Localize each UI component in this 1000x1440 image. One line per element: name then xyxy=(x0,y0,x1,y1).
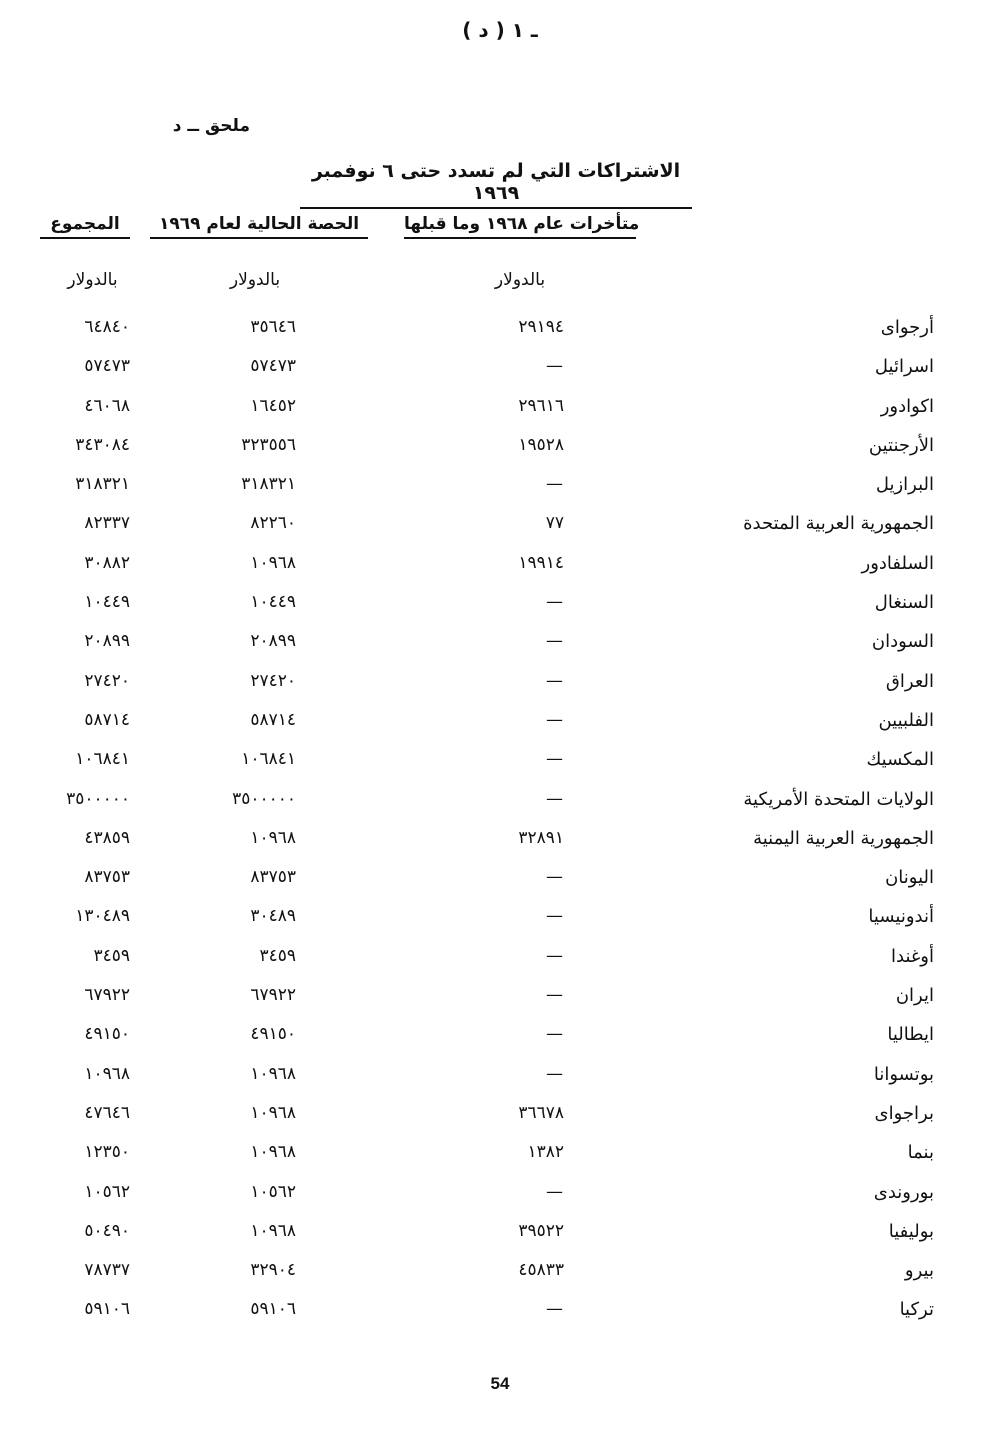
total-value: ٥٧٤٧٣ xyxy=(84,356,130,377)
arrears-value: — xyxy=(546,709,564,730)
country-name: أندونيسيا xyxy=(868,906,934,928)
total-value: ٢٠٨٩٩ xyxy=(84,631,130,652)
table-row xyxy=(0,431,1000,470)
table-row xyxy=(0,1178,1000,1217)
current-share-value: ٣٥٦٤٦ xyxy=(250,317,296,337)
country-name: اليونان xyxy=(885,867,934,889)
arrears-value: — xyxy=(546,1299,564,1320)
total-value: ١٣٠٤٨٩ xyxy=(75,906,130,927)
table-row xyxy=(0,902,1000,941)
total-value: ٣٥٠٠٠٠٠ xyxy=(66,788,130,809)
country-name: تركيا xyxy=(899,1299,934,1321)
country-name: السلفادور xyxy=(861,552,934,574)
arrears-value: — xyxy=(546,356,564,377)
current-share-value: ١٠٩٦٨ xyxy=(250,552,296,573)
column-header-arrears: متأخرات عام ١٩٦٨ وما قبلها xyxy=(404,214,636,239)
total-value: ٣٤٣٠٨٤ xyxy=(75,434,130,455)
current-share-value: ٥٧٤٧٣ xyxy=(250,356,296,377)
page-number: 54 xyxy=(490,1374,510,1393)
current-share-value: ١٠٩٦٨ xyxy=(250,1142,296,1163)
arrears-value: — xyxy=(546,749,564,770)
country-name: اكوادور xyxy=(880,395,934,417)
arrears-value: ٤٥٨٣٣ xyxy=(518,1260,564,1281)
arrears-value: — xyxy=(546,474,564,495)
arrears-value: — xyxy=(546,1181,564,1202)
country-name: براجواى xyxy=(874,1102,934,1124)
country-name: الأرجنتين xyxy=(868,434,934,456)
total-value: ١٠٤٤٩ xyxy=(84,592,130,613)
table-row xyxy=(0,509,1000,548)
country-name: بوليفيا xyxy=(888,1220,934,1242)
current-share-value: ٣٢٩٠٤ xyxy=(250,1260,296,1281)
table-row xyxy=(0,549,1000,588)
current-share-value: ١٠٩٦٨ xyxy=(250,827,296,848)
country-name: أرجواى xyxy=(880,317,934,338)
current-share-value: ١٠٥٦٢ xyxy=(250,1181,296,1202)
arrears-value: — xyxy=(546,631,564,652)
total-value: ٥٩١٠٦ xyxy=(84,1299,130,1320)
country-name: ايطاليا xyxy=(887,1024,934,1046)
total-value: ١٠٩٦٨ xyxy=(84,1063,130,1084)
table-row xyxy=(0,824,1000,863)
current-share-value: ١٠٩٦٨ xyxy=(250,1063,296,1084)
total-value: ١٠٥٦٢ xyxy=(84,1181,130,1202)
total-value: ٣٠٨٨٢ xyxy=(84,552,130,573)
table-row xyxy=(0,1138,1000,1177)
current-share-value: ٣٤٥٩ xyxy=(259,945,296,966)
arrears-value: ١٩٩١٤ xyxy=(518,552,564,573)
country-name: الجمهورية العربية اليمنية xyxy=(753,827,934,849)
arrears-value: — xyxy=(546,985,564,1006)
country-name: الجمهورية العربية المتحدة xyxy=(743,513,934,535)
current-share-value: ١٠٦٨٤١ xyxy=(241,749,296,770)
unit-label-arrears: بالدولار xyxy=(494,270,546,290)
total-value: ٣١٨٣٢١ xyxy=(75,474,130,495)
table-row xyxy=(0,706,1000,745)
table-row xyxy=(0,785,1000,824)
total-value: ٨٣٧٥٣ xyxy=(84,867,130,888)
table-row xyxy=(0,1217,1000,1256)
total-value: ٤٧٦٤٦ xyxy=(84,1102,130,1123)
country-name: بيرو xyxy=(904,1260,934,1282)
annex-label: ملحق ــ د xyxy=(172,116,250,136)
table-title: الاشتراكات التي لم تسدد حتى ٦ نوفمبر ١٩٦٩ xyxy=(300,160,692,209)
current-share-value: ٢٧٤٢٠ xyxy=(250,670,296,691)
total-value: ٧٨٧٣٧ xyxy=(84,1260,130,1281)
total-value: ٨٢٣٣٧ xyxy=(84,513,130,534)
table-row xyxy=(0,352,1000,391)
current-share-value: ٤٩١٥٠ xyxy=(250,1024,296,1045)
total-value: ٤٦٠٦٨ xyxy=(84,395,130,416)
total-value: ٥٨٧١٤ xyxy=(84,709,130,730)
country-name: الولايات المتحدة الأمريكية xyxy=(743,788,934,810)
page-header: ( د ) ـ ١ xyxy=(462,18,538,42)
total-value: ٥٠٤٩٠ xyxy=(84,1220,130,1241)
current-share-value: ١٦٤٥٢ xyxy=(250,395,296,416)
table-row xyxy=(0,863,1000,902)
country-name: العراق xyxy=(885,670,934,692)
column-header-current-share: الحصة الحالية لعام ١٩٦٩ xyxy=(150,214,368,239)
column-header-total: المجموع xyxy=(40,214,130,239)
country-name: بنما xyxy=(907,1142,934,1164)
table-row xyxy=(0,942,1000,981)
unit-label-current-share: بالدولار xyxy=(229,270,281,290)
current-share-value: ١٠٩٦٨ xyxy=(250,1220,296,1241)
country-name: أوغندا xyxy=(891,945,934,967)
arrears-value: — xyxy=(546,906,564,927)
country-name: اسرائيل xyxy=(874,356,934,378)
total-value: ٤٩١٥٠ xyxy=(84,1024,130,1045)
total-value: ٢٧٤٢٠ xyxy=(84,670,130,691)
current-share-value: ٣٠٤٨٩ xyxy=(250,906,296,927)
country-name: بوتسوانا xyxy=(873,1063,934,1085)
table-row xyxy=(0,1256,1000,1295)
total-value: ١٠٦٨٤١ xyxy=(75,749,130,770)
unit-label-total: بالدولار xyxy=(67,270,118,290)
arrears-value: ٢٩١٩٤ xyxy=(518,317,564,337)
current-share-value: ٢٠٨٩٩ xyxy=(250,631,296,652)
country-name: البرازيل xyxy=(875,474,934,496)
arrears-value: — xyxy=(546,945,564,966)
arrears-value: ٣٩٥٢٢ xyxy=(518,1220,564,1241)
table-row xyxy=(0,470,1000,509)
total-value: ٣٤٥٩ xyxy=(93,945,130,966)
arrears-value: ٧٧ xyxy=(545,513,564,534)
arrears-value: — xyxy=(546,1063,564,1084)
table-row xyxy=(0,667,1000,706)
total-value: ٤٣٨٥٩ xyxy=(84,827,130,848)
arrears-value: — xyxy=(546,592,564,613)
total-value: ٦٤٨٤٠ xyxy=(84,317,130,337)
arrears-value: ١٩٥٢٨ xyxy=(518,434,564,455)
country-name: المكسيك xyxy=(866,749,934,771)
arrears-value: ٣٢٨٩١ xyxy=(518,827,564,848)
current-share-value: ٣٥٠٠٠٠٠ xyxy=(232,788,296,809)
country-name: السودان xyxy=(871,631,934,653)
table-row xyxy=(0,313,1000,352)
total-value: ١٢٣٥٠ xyxy=(84,1142,130,1163)
current-share-value: ٨٢٢٦٠ xyxy=(250,513,296,534)
current-share-value: ٣١٨٣٢١ xyxy=(241,474,296,495)
table-row xyxy=(0,588,1000,627)
arrears-value: ٢٩٦١٦ xyxy=(518,395,564,416)
current-share-value: ٨٣٧٥٣ xyxy=(250,867,296,888)
arrears-value: — xyxy=(546,788,564,809)
total-value: ٦٧٩٢٢ xyxy=(84,985,130,1006)
arrears-value: ١٣٨٢ xyxy=(527,1142,564,1163)
current-share-value: ٣٢٣٥٥٦ xyxy=(241,434,296,455)
table-row xyxy=(0,1060,1000,1099)
current-share-value: ١٠٤٤٩ xyxy=(250,592,296,613)
contributions-table xyxy=(0,313,1000,1335)
arrears-value: — xyxy=(546,867,564,888)
table-row xyxy=(0,745,1000,784)
table-row xyxy=(0,1295,1000,1334)
country-name: بوروندى xyxy=(873,1181,934,1203)
table-row xyxy=(0,627,1000,666)
current-share-value: ٦٧٩٢٢ xyxy=(250,985,296,1006)
arrears-value: — xyxy=(546,670,564,691)
table-row xyxy=(0,1099,1000,1138)
current-share-value: ١٠٩٦٨ xyxy=(250,1102,296,1123)
country-name: الفلبيين xyxy=(878,709,934,731)
arrears-value: ٣٦٦٧٨ xyxy=(518,1102,564,1123)
current-share-value: ٥٩١٠٦ xyxy=(250,1299,296,1320)
table-row xyxy=(0,1020,1000,1059)
country-name: ايران xyxy=(895,985,934,1007)
arrears-value: — xyxy=(546,1024,564,1045)
table-row xyxy=(0,392,1000,431)
table-row xyxy=(0,981,1000,1020)
country-name: السنغال xyxy=(874,592,934,614)
current-share-value: ٥٨٧١٤ xyxy=(250,709,296,730)
